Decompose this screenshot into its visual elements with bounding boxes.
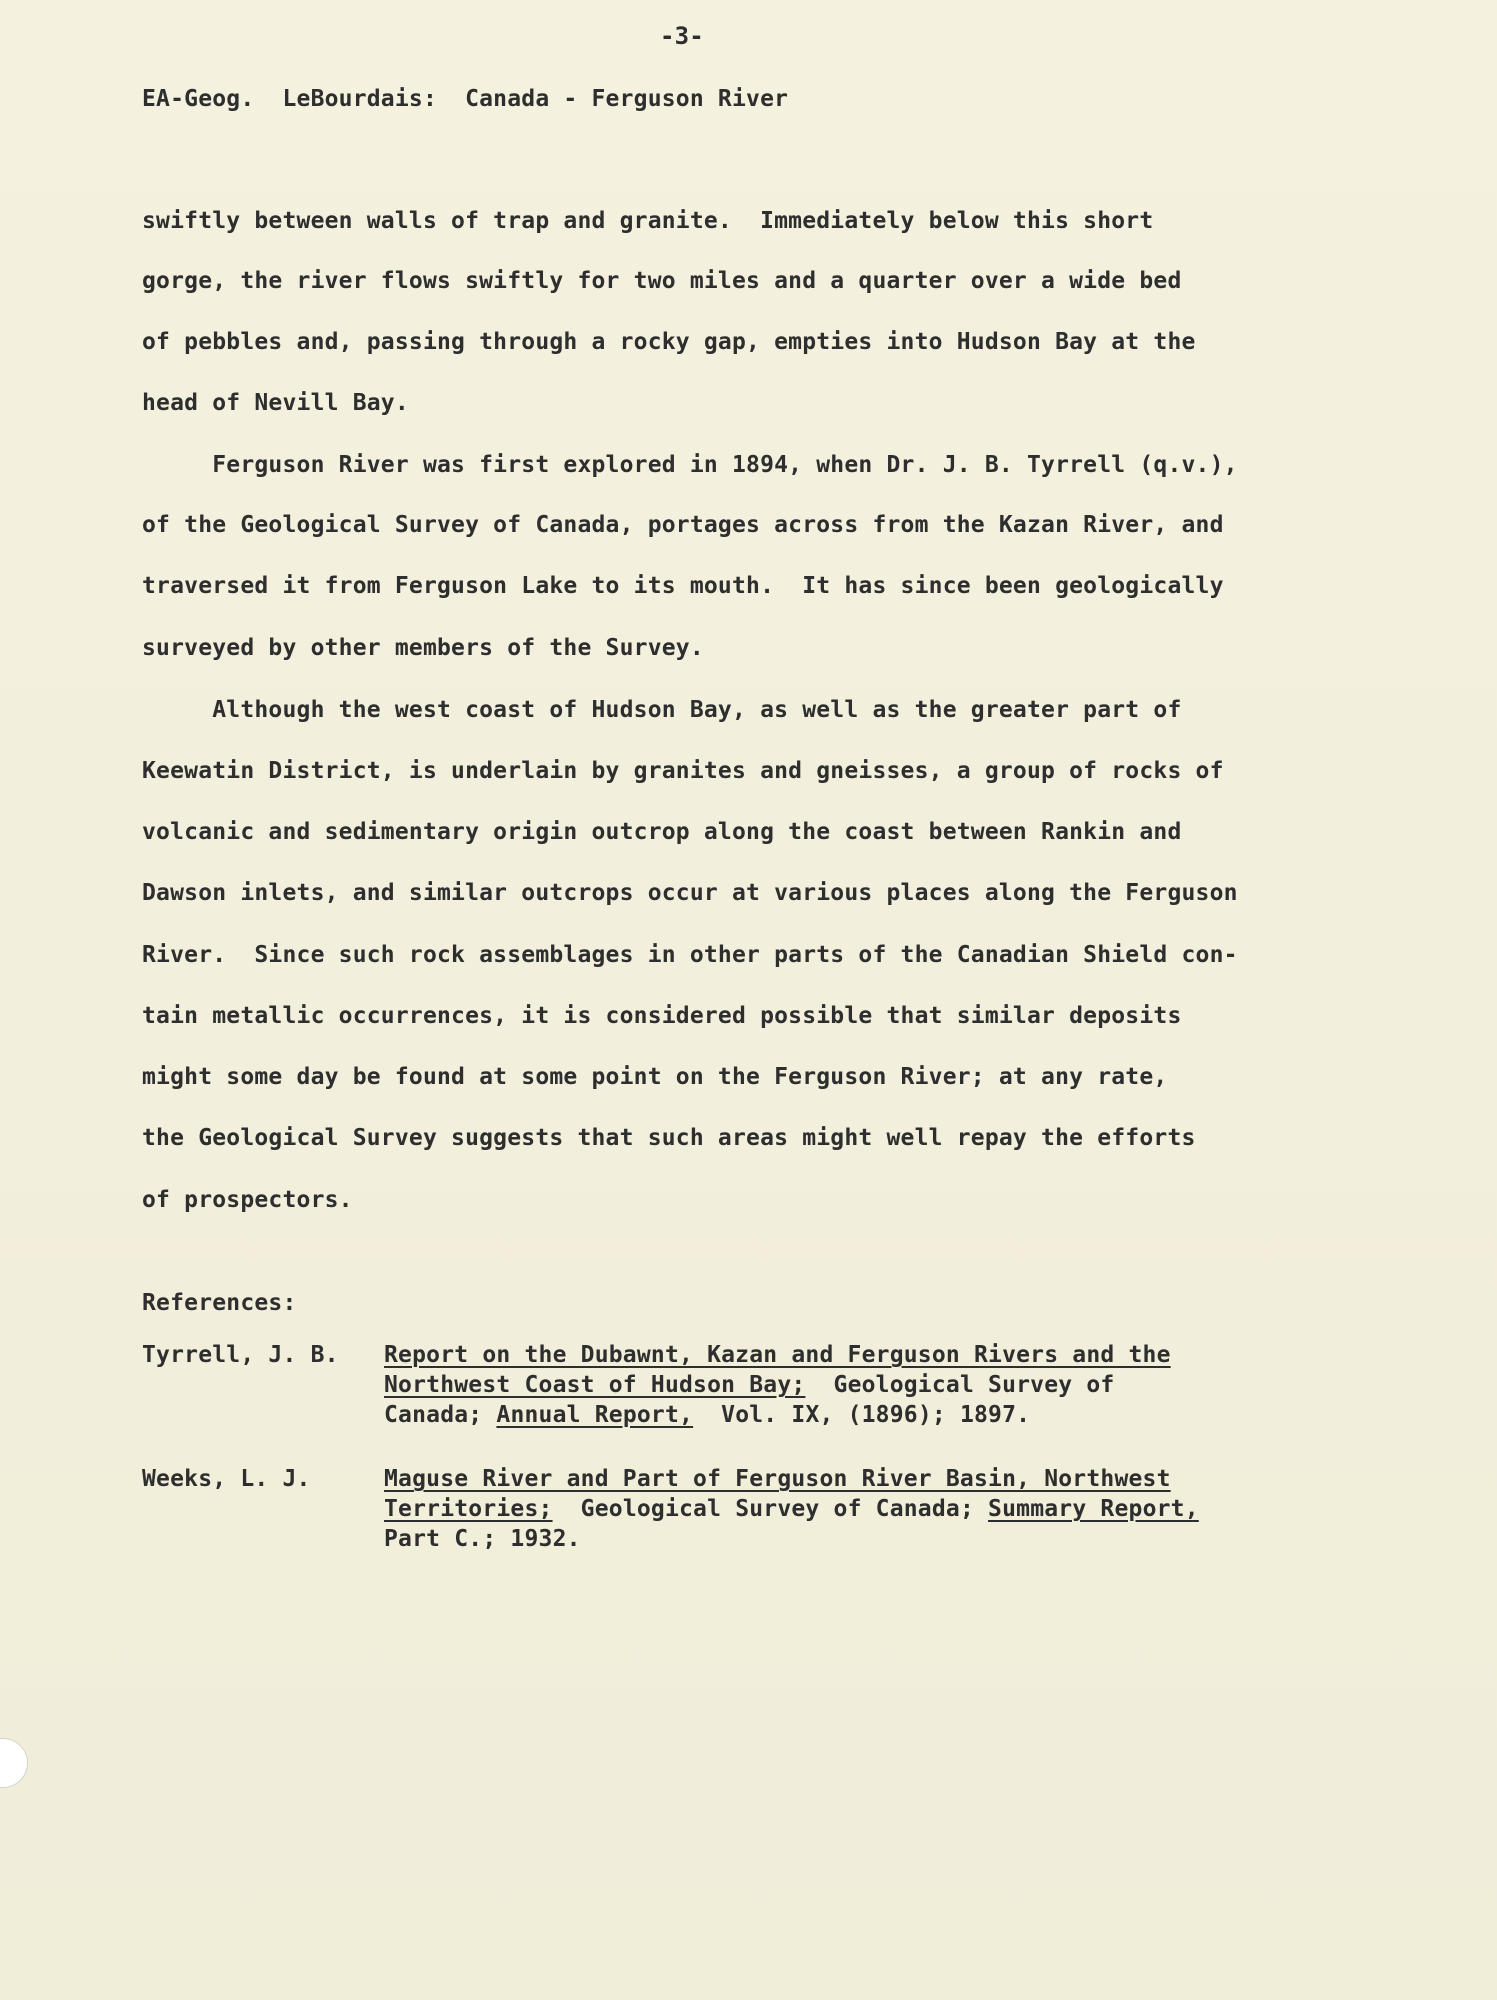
- reference-author: Tyrrell, J. B.: [142, 1342, 339, 1368]
- body-line: swiftly between walls of trap and granite. Immediately below this short: [142, 208, 1154, 234]
- body-line: Keewatin District, is underlain by granites and gneisses, a group of rocks of: [142, 758, 1224, 784]
- body-line: of prospectors.: [142, 1187, 353, 1213]
- body-line: Ferguson River was first explored in 1894, when Dr. J. B. Tyrrell (q.v.),: [142, 452, 1238, 478]
- body-line: of the Geological Survey of Canada, portages across from the Kazan River, and: [142, 512, 1224, 538]
- body-line: volcanic and sedimentary origin outcrop along the coast between Rankin and: [142, 819, 1182, 845]
- reference-series: Annual Report,: [496, 1402, 694, 1428]
- body-line: tain metallic occurrences, it is considered possible that similar deposits: [142, 1003, 1182, 1029]
- body-line: traversed it from Ferguson Lake to its mouth. It has since been geologically: [142, 573, 1224, 599]
- reference-publisher: Geological Survey of Canada;: [552, 1496, 989, 1522]
- body-line: the Geological Survey suggests that such areas might well repay the efforts: [142, 1125, 1196, 1151]
- reference-series: Summary Report,: [988, 1496, 1199, 1522]
- references-heading: References:: [142, 1290, 297, 1316]
- body-line: Although the west coast of Hudson Bay, as well as the greater part of: [142, 697, 1182, 723]
- reference-title: Maguse River and Part of Ferguson River Basin, Northwest: [384, 1466, 1171, 1492]
- body-line: gorge, the river flows swiftly for two miles and a quarter over a wide bed: [142, 268, 1182, 294]
- reference-publisher: Geological Survey of: [805, 1372, 1115, 1398]
- reference-title-line: [384, 1466, 1171, 1492]
- body-line: River. Since such rock assemblages in other parts of the Canadian Shield con-: [142, 942, 1238, 968]
- page-number: -3-: [660, 22, 704, 50]
- reference-title-line: [384, 1496, 1199, 1522]
- reference-title: Northwest Coast of Hudson Bay;: [384, 1372, 806, 1398]
- punch-hole: [0, 1738, 28, 1788]
- reference-title: Report on the Dubawnt, Kazan and Ferguson Rivers and the: [384, 1342, 1171, 1368]
- reference-author: Weeks, L. J.: [142, 1466, 311, 1492]
- body-line: might some day be found at some point on the Ferguson River; at any rate,: [142, 1064, 1168, 1090]
- reference-title-line: [384, 1372, 1114, 1398]
- reference-detail-line: Part C.; 1932.: [384, 1526, 581, 1552]
- body-line: head of Nevill Bay.: [142, 390, 409, 416]
- reference-publisher: Canada;: [384, 1402, 497, 1428]
- document-header: EA-Geog. LeBourdais: Canada - Ferguson River: [142, 86, 789, 112]
- reference-title: Territories;: [384, 1496, 553, 1522]
- reference-title-line: [384, 1342, 1171, 1368]
- body-line: of pebbles and, passing through a rocky gap, empties into Hudson Bay at the: [142, 329, 1196, 355]
- reference-detail-line: [384, 1402, 1030, 1428]
- body-line: Dawson inlets, and similar outcrops occur at various places along the Ferguson: [142, 880, 1238, 906]
- reference-volume: Vol. IX, (1896); 1897.: [693, 1402, 1031, 1428]
- body-line: surveyed by other members of the Survey.: [142, 635, 704, 661]
